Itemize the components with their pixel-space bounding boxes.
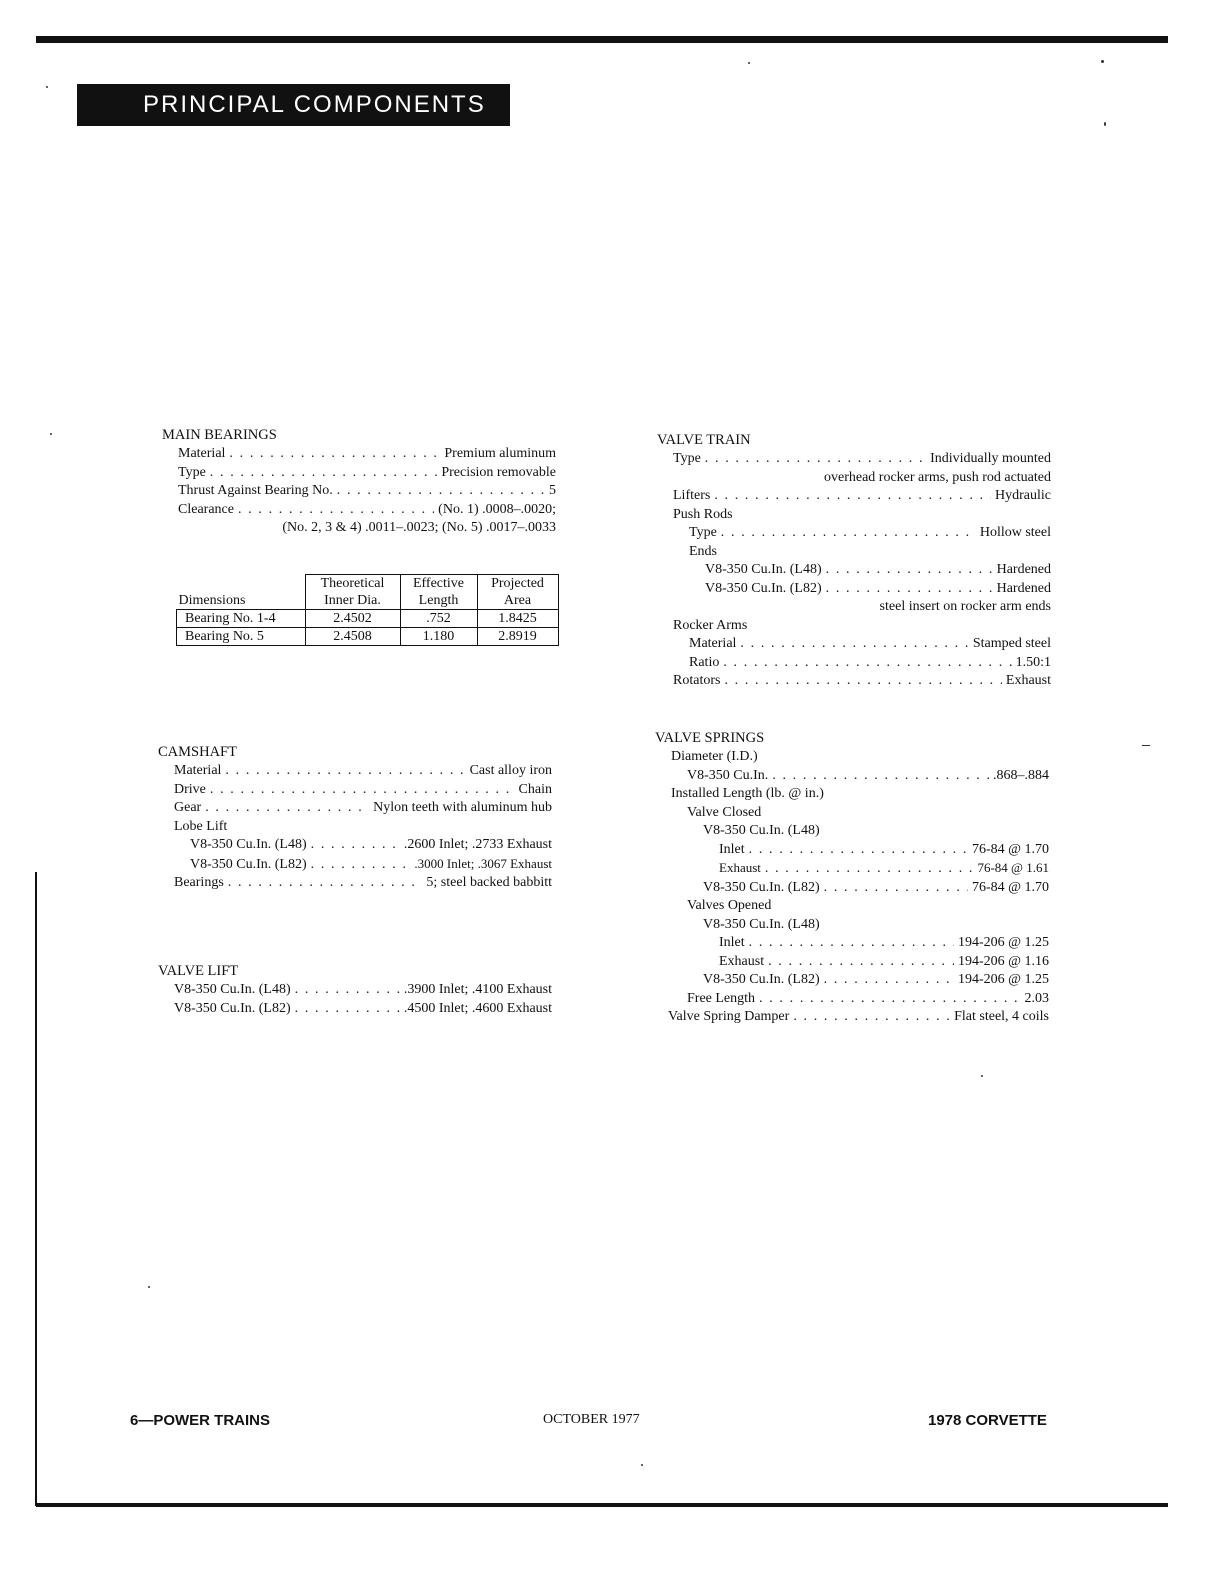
column-header-inner-dia: Theoretical	[305, 575, 400, 593]
scan-speck	[148, 1286, 150, 1288]
spec-row: V8-350 Cu.In. (L82) . . . 76-84 @ 1.70	[703, 879, 1049, 898]
bearing-dimensions-table	[176, 574, 559, 646]
main-bearings-title: MAIN BEARINGS	[162, 427, 277, 443]
spec-row: Exhaust . . . 194-206 @ 1.16	[719, 953, 1049, 972]
spec-subheading: Rocker Arms	[673, 617, 748, 633]
spec-row: Material . . . Stamped steel	[689, 635, 1051, 654]
footer-publication: 1978 CORVETTE	[928, 1412, 1047, 1429]
spec-row: Bearings . . . 5; steel backed babbitt	[174, 874, 552, 893]
spec-subheading: Ends	[689, 543, 717, 559]
column-header-length-line2: Length	[400, 592, 477, 610]
spec-row: V8-350 Cu.In. . . . .868–.884	[687, 767, 1049, 786]
left-margin-rule	[35, 872, 37, 1506]
scan-speck	[50, 433, 52, 435]
scan-speck	[748, 62, 750, 64]
spec-row: Inlet . . . 194-206 @ 1.25	[719, 934, 1049, 953]
scan-speck	[981, 1075, 983, 1077]
spec-subheading: Lobe Lift	[174, 818, 228, 834]
valve-springs-section	[655, 728, 1049, 1027]
footer-section-label: 6—POWER TRAINS	[130, 1412, 271, 1429]
spec-subheading: Valve Closed	[687, 804, 762, 820]
spec-row: V8-350 Cu.In. (L82) . . . .3000 Inlet; .3067 Exhaust	[190, 855, 552, 875]
spec-subheading: V8-350 Cu.In. (L48)	[703, 916, 820, 932]
spec-row: Ratio . . . 1.50:1	[689, 654, 1051, 673]
scan-speck	[641, 1464, 643, 1466]
table-row: Bearing No. 1-4 2.4502 .752 1.8425	[177, 610, 559, 628]
column-header-length: Effective	[400, 575, 477, 593]
valve-lift-title: VALVE LIFT	[158, 963, 239, 979]
spec-subheading: Push Rods	[673, 506, 733, 522]
spec-row: Material . . . Cast alloy iron	[174, 762, 552, 781]
spec-row: Clearance . . . (No. 1) .0008–.0020;	[178, 501, 556, 520]
spec-row: Valve Spring Damper . . . Flat steel, 4 coils	[655, 1008, 1049, 1027]
spec-row: Material . . . Premium aluminum	[178, 445, 556, 464]
valve-train-section	[657, 430, 1051, 691]
scan-speck	[46, 86, 48, 88]
spec-row: V8-350 Cu.In. (L48) . . . .2600 Inlet; .2733 Exhaust	[190, 836, 552, 855]
footer-date: OCTOBER 1977	[543, 1412, 640, 1427]
spec-continuation: overhead rocker arms, push rod actuated	[823, 469, 1051, 485]
camshaft-section	[158, 742, 552, 893]
spec-row: V8-350 Cu.In. (L48) . . . .3900 Inlet; .4100 Exhaust	[174, 981, 552, 1000]
spec-row: Gear . . . Nylon teeth with aluminum hub	[174, 799, 552, 818]
spec-row: V8-350 Cu.In. (L82) . . . 194-206 @ 1.25	[703, 971, 1049, 990]
spec-row: Rotators . . . Exhaust	[673, 672, 1051, 691]
scan-speck	[1142, 745, 1150, 746]
spec-row: Type . . . Hollow steel	[689, 524, 1051, 543]
valve-springs-title: VALVE SPRINGS	[655, 730, 765, 746]
main-bearings-section	[162, 425, 556, 538]
spec-row: Type . . . Individually mounted	[673, 450, 1051, 469]
spec-subheading: Valves Opened	[687, 898, 772, 913]
spec-row: Thrust Against Bearing No. . . . 5	[178, 482, 556, 501]
valve-train-title: VALVE TRAIN	[657, 432, 751, 448]
bottom-rule	[36, 1503, 1168, 1507]
spec-subheading: Installed Length (lb. @ in.)	[671, 786, 824, 801]
spec-row: Lifters . . . Hydraulic	[673, 487, 1051, 506]
table-row: Bearing No. 5 2.4508 1.180 2.8919	[177, 628, 559, 646]
scan-speck	[1104, 122, 1106, 126]
spec-row: V8-350 Cu.In. (L48) . . . Hardened	[705, 561, 1051, 580]
spec-row: V8-350 Cu.In. (L82) . . . .4500 Inlet; .4600 Exhaust	[174, 1000, 552, 1019]
spec-row: Drive . . . Chain	[174, 781, 552, 800]
valve-lift-section	[158, 961, 552, 1018]
spec-continuation: steel insert on rocker arm ends	[879, 599, 1051, 614]
dimensions-row-header: Dimensions	[178, 593, 246, 608]
spec-subheading: Diameter (I.D.)	[671, 749, 758, 764]
spec-row: Type . . . Precision removable	[178, 464, 556, 483]
page-banner: PRINCIPAL COMPONENTS	[77, 84, 510, 126]
column-header-inner-dia-line2: Inner Dia.	[305, 592, 400, 610]
spec-row: V8-350 Cu.In. (L82) . . . Hardened	[705, 580, 1051, 599]
spec-continuation: (No. 2, 3 & 4) .0011–.0023; (No. 5) .0017–.0033	[282, 520, 556, 535]
spec-row: Exhaust . . . 76-84 @ 1.61	[719, 859, 1049, 879]
scan-speck	[1101, 60, 1104, 63]
spec-row: Inlet . . . 76-84 @ 1.70	[719, 841, 1049, 860]
spec-row: Free Length . . . 2.03	[687, 990, 1049, 1009]
spec-subheading: V8-350 Cu.In. (L48)	[703, 823, 820, 838]
column-header-area-line2: Area	[477, 592, 558, 610]
camshaft-title: CAMSHAFT	[158, 744, 237, 760]
top-rule	[36, 36, 1168, 43]
column-header-area: Projected	[477, 575, 558, 593]
